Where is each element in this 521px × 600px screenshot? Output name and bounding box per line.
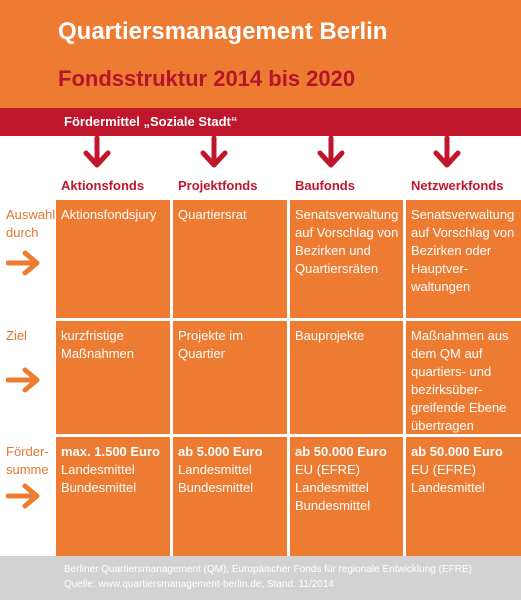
row-label-line: Auswahl	[6, 207, 56, 222]
cell-line: max. 1.500 Euro	[61, 444, 160, 459]
arrow-down-icon	[82, 136, 112, 170]
column-header: Baufonds	[295, 178, 355, 193]
grid-cell	[290, 321, 403, 434]
cell-line: Bundesmittel	[178, 480, 254, 495]
cell-line: kurzfristige	[61, 328, 124, 343]
row-label-line: Förder-	[6, 444, 49, 459]
cell-line: bezirksüber-	[411, 382, 483, 397]
grid-cell	[56, 437, 170, 556]
footer-legend: Berliner Quartiersmanagement (QM), Europäischer Fonds für regionale Entwicklung (EFRE)	[64, 564, 472, 575]
cell-line: Aktionsfondsjury	[61, 207, 157, 222]
cell-line: waltungen	[411, 279, 471, 294]
row-label-line: durch	[6, 225, 39, 240]
grid-cell	[290, 200, 403, 318]
column-header: Projektfonds	[178, 178, 258, 193]
cell-line: übertragen	[411, 418, 474, 433]
cell-line: Bundesmittel	[61, 480, 137, 495]
cell-line: dem QM auf	[411, 346, 483, 361]
cell-line: Landesmittel	[178, 462, 252, 477]
cell-line: ab 5.000 Euro	[178, 444, 263, 459]
grid-cell	[56, 321, 170, 434]
grid-cell	[290, 437, 403, 556]
arrow-down-icon	[316, 136, 346, 170]
row-label	[6, 327, 27, 345]
cell-line: auf Vorschlag von	[411, 225, 515, 240]
footer	[0, 556, 521, 600]
cell-line: Quartiersrat	[178, 207, 247, 222]
page-title: Quartiersmanagement Berlin	[58, 18, 388, 45]
cell-line: EU (EFRE)	[295, 462, 360, 477]
cell-line: auf Vorschlag von	[295, 225, 399, 240]
footer-source: Quelle: www.quartiersmanagement-berlin.de; Stand: 11/2014	[64, 579, 334, 590]
row-label-line: Ziel	[6, 328, 27, 343]
cell-line: Quartier	[178, 346, 225, 361]
grid-cell	[406, 437, 521, 556]
cell-line: Bundesmittel	[295, 498, 371, 513]
cell-line: Projekte im	[178, 328, 244, 343]
grid-cell	[173, 437, 287, 556]
arrow-right-icon	[6, 367, 40, 393]
arrow-down-icon	[199, 136, 229, 170]
funding-banner-label: Fördermittel „Soziale Stadt“	[64, 114, 238, 129]
arrow-right-icon	[6, 250, 40, 276]
arrow-right-icon	[6, 483, 40, 509]
row-label	[6, 443, 49, 479]
cell-line: Quartiersräten	[295, 261, 379, 276]
cell-line: Senatsverwaltung	[295, 207, 399, 222]
grid-cell	[406, 321, 521, 434]
grid-cell	[173, 321, 287, 434]
grid-cell	[406, 200, 521, 318]
grid-cell	[56, 200, 170, 318]
cell-line: quartiers- und	[411, 364, 492, 379]
row-label	[6, 206, 55, 242]
cell-line: Hauptver-	[411, 261, 469, 276]
grid-cell	[173, 200, 287, 318]
cell-line: Maßnahmen aus	[411, 328, 509, 343]
cell-line: Landesmittel	[61, 462, 135, 477]
cell-line: Senatsverwaltung	[411, 207, 515, 222]
page-subtitle: Fondsstruktur 2014 bis 2020	[58, 66, 356, 91]
cell-line: ab 50.000 Euro	[411, 444, 503, 459]
cell-line: ab 50.000 Euro	[295, 444, 387, 459]
cell-line: Landesmittel	[411, 480, 485, 495]
cell-line: Bezirken und	[295, 243, 371, 258]
cell-line: Landesmittel	[295, 480, 369, 495]
cell-line: Bezirken oder	[411, 243, 492, 258]
cell-line: Maßnahmen	[61, 346, 134, 361]
cell-line: EU (EFRE)	[411, 462, 476, 477]
column-header: Aktionsfonds	[61, 178, 145, 193]
column-header: Netzwerkfonds	[411, 178, 504, 193]
row-label-line: summe	[6, 462, 49, 477]
cell-line: greifende Ebene	[411, 400, 507, 415]
cell-line: Bauprojekte	[295, 328, 365, 343]
arrow-down-icon	[432, 136, 462, 170]
